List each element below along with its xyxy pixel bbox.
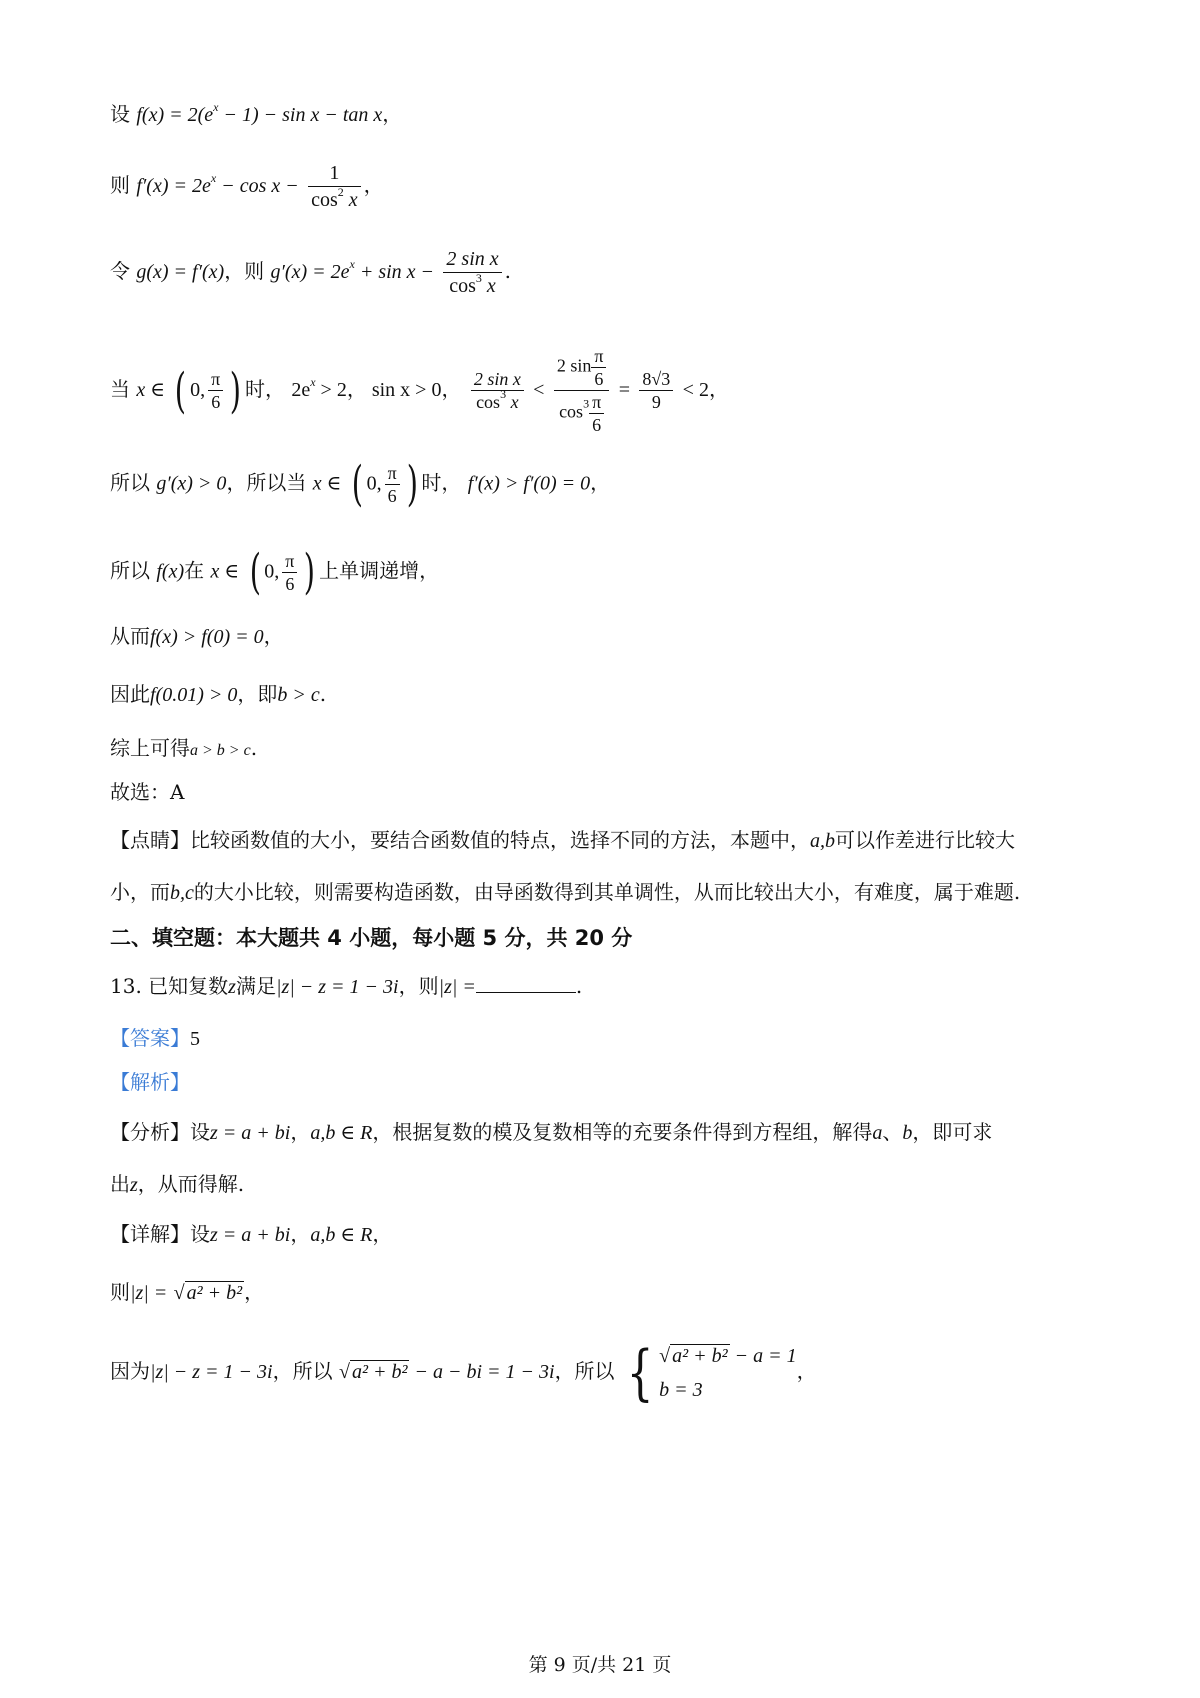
answer-line: 【答案】5 [110,1026,200,1050]
fenxi-line-cont: 出z，从而得解. [110,1172,245,1196]
line-dianjing-cont: 小，而b,c的大小比较，则需要构造函数，由导函数得到其单调性，从而比较出大小，有难度，属于难题. [110,880,1021,904]
line-define-f: 设 $f(x) = 2(e^x - 1) - \sin x - \tan x$， [110,100,403,126]
xiangjie-line: 【详解】设z = a + bi，a,b ∈ R， [110,1222,393,1246]
line-choice: 故选：A [110,780,185,804]
page-footer: 第 9 页/共 21 页 [528,1654,672,1676]
line-define-g: 令 g(x) = f′(x)，则 $g'(x) = 2e^x + \sin x$ − $\frac{\text{2 sin x}}{\cos^3 x}$ . [110,248,511,297]
line-dianjing: 【点睛】比较函数值的大小，要结合函数值的特点，选择不同的方法，本题中，a,b可以作差进行比较大 [110,828,1015,852]
question-13: 13. 已知复数z满足|z| − z = 1 − 3i，则|z| = . [110,974,583,998]
fenxi-line: 【分析】设z = a + bi，a,b ∈ R，根据复数的模及复数相等的充要条件得到方程组，解得a、b，即可求 [110,1120,993,1144]
line-therefore: 因此f(0.01) > 0，即b > c. [110,682,327,706]
xiangjie-system: 因为|z| − z = 1 − 3i，所以 √ a² + b² − a − bi = 1 − 3i，所以 { √ a² + b² − a = 1 b = 3 ， [110,1337,817,1408]
xiangjie-modulus: 则|z| = √ a² + b² ， [110,1280,265,1304]
section-heading: 二、填空题：本大题共 4 小题，每小题 5 分，共 20 分 [110,926,633,950]
line-when-x-in-interval: 当 x ∈ ( 0, $\frac{\pi}{6}$ ) 时， $2e^x > 2$， sin x > 0， $\frac{\text{2 sin x}}{\cos^3 x}$ < 2 sin $\frac{\pi}{6}$ $\cos^3$ $\frac{\pi}{6}$ = $\frac{8√3}{9}$ < 2， [110,346,729,435]
analysis-tag: 【解析】 [110,1070,190,1094]
line-g-positive: 所以 g′(x) > 0，所以当 x ∈ ( 0, $\frac{\pi}{6}$ ) 时， f′(x) > f′(0) = 0， [110,456,611,512]
answer-blank [476,974,576,993]
line-conclusion: 综上可得a > b > c. [110,736,258,760]
line-derivative: 则 $f'(x) = 2e^x - \cos x$ − $\frac{1}{\cos^2 x}$ ， [110,162,384,211]
fraction: $\frac{1}{\cos^2 x}$ [308,160,361,213]
line-monotonic: 所以 f(x)在 x ∈ ( 0, $\frac{\pi}{6}$ ) 上单调递增， [110,544,440,600]
line-hence: 从而f(x) > f(0) = 0， [110,624,284,648]
equation-system: √ a² + b² − a = 1 b = 3 [659,1345,797,1401]
fraction: $\frac{\text{2 sin x}}{\cos^3 x}$ [443,246,501,299]
